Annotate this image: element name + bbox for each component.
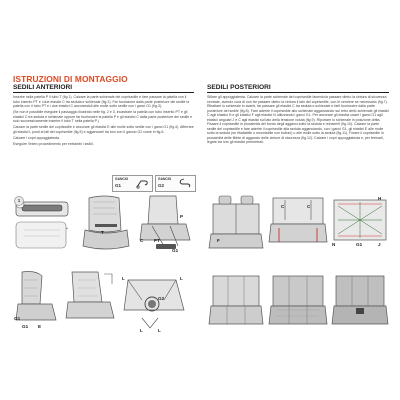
fig4-label-g1b: G1: [22, 324, 29, 329]
fig8-label-c1: C: [281, 204, 285, 209]
front-seats-title: SEDILI ANTERIORI: [13, 84, 194, 93]
fig4-label-g1: G1: [14, 316, 21, 321]
front-para-5: Eseguire l’intero procedimento per entrambi i sedili.: [13, 142, 94, 147]
hook-g2-label: GANCIO: [158, 177, 172, 181]
rear-seats-column: [207, 84, 389, 147]
fig2-label-t: T: [101, 230, 104, 235]
figure-3-seat-rear: [134, 194, 196, 256]
figure-12-rear-belt-holes: [330, 270, 390, 332]
fig7-label-f: F: [217, 238, 220, 243]
figure-7-rear-backrest: [207, 194, 265, 256]
figure-5-seat-sides: [64, 270, 120, 332]
hook-g2-box: [155, 175, 196, 192]
fig6-label-l3: L: [140, 328, 143, 333]
fig3-label-g1: G1: [172, 248, 179, 253]
front-para-4: Calzare i copri appoggiatesta.: [13, 136, 60, 141]
fig3-label-pt: PT: [154, 238, 160, 243]
fig4-label-e: E: [38, 324, 42, 329]
front-seats-column: [13, 84, 194, 148]
hook-g2-icon: [178, 178, 192, 189]
fig6-label-g2: G2: [158, 296, 165, 301]
fig6-label-l1: L: [122, 276, 125, 281]
fig9-label-g1: G1: [356, 242, 363, 247]
hook-g1-box: [112, 175, 153, 192]
figure-6-hook-detail: [122, 270, 194, 336]
rear-seats-title: SEDILI POSTERIORI: [207, 84, 389, 93]
fig9-label-n: N: [332, 242, 336, 247]
hook-g2-code: G2: [158, 182, 165, 188]
fig6-label-l4: L: [158, 328, 161, 333]
figure-2-seat-back: [75, 194, 135, 254]
figure-1-tube-insertion: [12, 194, 74, 254]
fig3-label-p: P: [180, 214, 184, 219]
fig3-label-c: C: [140, 238, 144, 243]
fig8-label-c2: C: [307, 204, 311, 209]
figure-11-rear-bench-covered: [267, 270, 329, 332]
hook-g1-icon: [135, 179, 149, 189]
front-para-3: Calzare la parte sedile del coprisedile e ancorare gli elastici E alle molle sotto sedile con i ganci G1 (fig.4). Afferrare gli elastici L posti ai lati del coprisedile (fig.5) e agganciarli tra loro con il gancio G2 come in fig.6.: [13, 125, 194, 135]
figure-8-rear-folded: [267, 194, 329, 256]
hook-g1-code: G1: [115, 182, 122, 188]
figure-10-rear-bench: [207, 270, 265, 332]
front-para-1: Inserire nella patella P il tubo T (fig.1). Calzare la parte schienale del coprisedile e fare passare la patella con il tubo inserito PT e i due elastici C tra seduta e schienale (fig.2). Far fuoriuscire dalla parte posteriore del sedile la patella con il tubo PT e i due elastici C ancorandoli alle molle sotto sedile con i ganci G1 (fig.3).: [13, 95, 190, 109]
fig9-label-j: J: [378, 242, 381, 247]
fig1-badge: 1: [14, 196, 24, 206]
figure-9-rear-elastics: [330, 194, 390, 256]
fig6-label-l2: L: [180, 276, 183, 281]
figure-4-seat-cushion: [12, 270, 62, 332]
hook-legend: [112, 175, 194, 191]
front-para-2: (Se non è possibile eseguire il passaggio illustrato nelle fig. 2 e 3, incastrare la patella con tubo inserito PT e gli elastici C tra seduta e schienale oppure far fuoriuscire la patella P e gli elastici C dalla parte posteriore del sedile e solo successivamente inserire il tubo T nella patella P.): [13, 110, 193, 124]
hook-g1-label: GANCIO: [115, 177, 129, 181]
fig9-label-h: H: [378, 196, 382, 201]
rear-para-1: Sfilare gli appoggiatesta. Calzare la parte schienale del coprisedile facendola passare dietro la cintura di sicurezza centrale, avendo cura di non far passare dietro la cintura il lato del coprisedile, con le cerniere se necessario (fig.7). Ribaltare lo schienale in avanti, far passare gli elastici C tra seduta e schienale e farli fuoriuscire dalla parte posteriore del sedile (fig.8). Fare aderire il coprisedile allo schienale agganciando sul retro dello schienale gli elastici C agli elastici H e gli elastici F agli elastici N utilizzando i ganci G1. Per ancorare gli elastici usare i ganci G1 agli elastici angolari J e C agli elastici sul lato della tensione voluta (fig.9). Riportare lo schienale in posizione dritta. Fissare il coprisedile in prossimità del bordo degli agganci sotto la seduta e reinserirli (fig.10). Calzare la parte sedile del coprisedile e fare aderire il coprisedile alla seduta agganciando, con i ganci G1, gli elastici E alle molle sotto la seduta (se ribaltabile o smontabile con bulloni) o alle molle sotto la seduta (fig.11). Forare il coprisedile in prossimità delle fibbie di aggancio delle cinture di sicurezza (fig.12). Calzare i copri appoggiatesta e, per fermarli, legare tra loro gli elastici perimetrali.: [207, 95, 389, 145]
main-title: ISTRUZIONI DI MONTAGGIO: [13, 74, 128, 84]
